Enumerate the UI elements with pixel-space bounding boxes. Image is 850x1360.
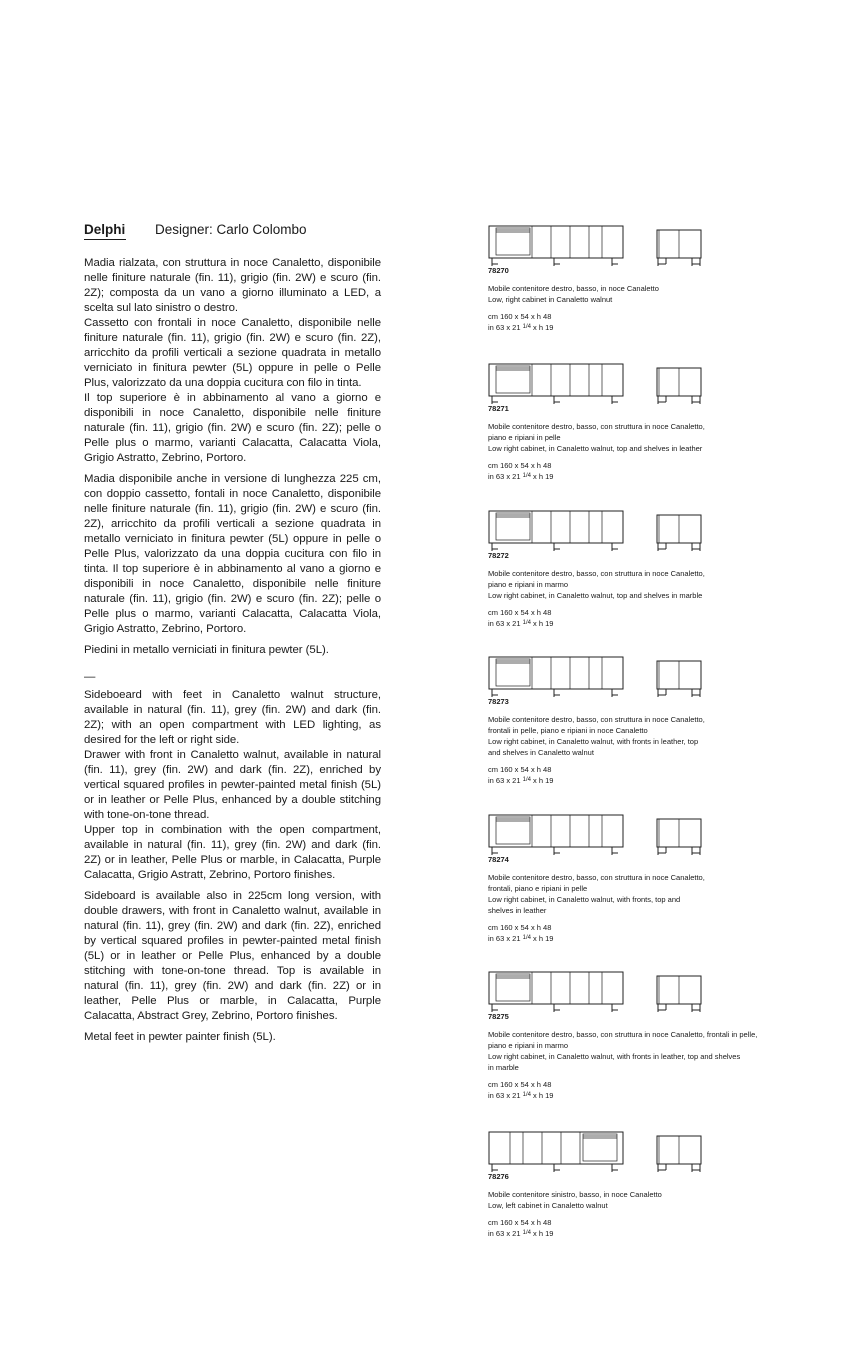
inch-fraction: 1/4 bbox=[522, 935, 531, 941]
description-column bbox=[84, 222, 381, 1045]
item-dimensions bbox=[488, 312, 798, 333]
description-line: Low right cabinet, in Canaletto walnut, top and shelves in marble bbox=[488, 591, 703, 600]
dimensions-inch: in 63 x 21 $^{1/4}$ x h 19 bbox=[488, 619, 554, 628]
dimensions-inch: in 63 x 21 $^{1/4}$ x h 19 bbox=[488, 1229, 554, 1238]
inch-fraction: 1/4 bbox=[522, 1230, 531, 1236]
description-line: Mobile contenitore destro, basso, con struttura in noce Canaletto, bbox=[488, 422, 705, 431]
item-code: 78276 bbox=[488, 1172, 509, 1181]
english-paragraph: Drawer with front in Canaletto walnut, available in natural (fin. 11), grey (fin. 2W) and dark (fin. 2Z), enriched by vertical squared profiles in pewter-painted metal finish (5L) or in leather or Pelle Plus, enhanced by a double stitching with tone-on-tone thread. bbox=[84, 749, 381, 821]
description-line: in marble bbox=[488, 1063, 519, 1072]
dimensions-inch: in 63 x 21 $^{1/4}$ x h 19 bbox=[488, 776, 554, 785]
description-line: Low, right cabinet in Canaletto walnut bbox=[488, 295, 613, 304]
english-paragraph: Sideboeard with feet in Canaletto walnut structure, available in natural (fin. 11), grey (fin. 2W) and dark (fin. 2Z); with an open compartment with LED lighting, as desired for the left or right side. bbox=[84, 689, 381, 746]
product-item bbox=[488, 970, 798, 1101]
description-line: Mobile contenitore destro, basso, con struttura in noce Canaletto, bbox=[488, 715, 705, 724]
item-dimensions bbox=[488, 923, 798, 944]
inch-fraction: 1/4 bbox=[522, 473, 531, 479]
description-line: Low, left cabinet in Canaletto walnut bbox=[488, 1201, 608, 1210]
description-line: Mobile contenitore destro, basso, con struttura in noce Canaletto, bbox=[488, 873, 705, 882]
italian-paragraph: Madia rialzata, con struttura in noce Canaletto, disponibile nelle finiture naturale (fin. 11), grigio (fin. 2W) e scuro (fin. 2Z); composta da un vano a giorno illuminato a LED, a scelta sul lato sinistro o destro. bbox=[84, 257, 381, 314]
item-code: 78274 bbox=[488, 855, 509, 864]
item-description bbox=[488, 714, 798, 758]
description-line: Low right cabinet, in Canaletto walnut, with fronts in leather, top and shelves bbox=[488, 1052, 741, 1061]
item-code: 78271 bbox=[488, 404, 509, 413]
description-line: piano e ripiani in marmo bbox=[488, 1041, 569, 1050]
inch-fraction: 1/4 bbox=[522, 777, 531, 783]
dimensions-cm: cm 160 x 54 x h 48 bbox=[488, 312, 552, 321]
item-dimensions bbox=[488, 461, 798, 482]
english-paragraph: Metal feet in pewter painter finish (5L). bbox=[84, 1031, 276, 1043]
italian-paragraph: Piedini in metallo verniciati in finitura pewter (5L). bbox=[84, 644, 329, 656]
inch-fraction: 1/4 bbox=[522, 324, 531, 330]
dimensions-inch: in 63 x 21 $^{1/4}$ x h 19 bbox=[488, 472, 554, 481]
item-description bbox=[488, 568, 798, 601]
description-line: Low right cabinet, in Canaletto walnut, with fronts in leather, top bbox=[488, 737, 699, 746]
item-description bbox=[488, 872, 798, 916]
item-dimensions bbox=[488, 1218, 798, 1239]
description-line: Mobile contenitore destro, basso, con struttura in noce Canaletto, bbox=[488, 569, 705, 578]
inch-fraction: 1/4 bbox=[522, 1092, 531, 1098]
item-dimensions bbox=[488, 765, 798, 786]
item-description bbox=[488, 1189, 798, 1211]
description-line: Low right cabinet, in Canaletto walnut, top and shelves in leather bbox=[488, 444, 703, 453]
description-line: Mobile contenitore destro, basso, con struttura in noce Canaletto, frontali in pelle, bbox=[488, 1030, 758, 1039]
description-line: piano e ripiani in pelle bbox=[488, 433, 561, 442]
product-name: Delphi bbox=[84, 222, 126, 240]
description-line: piano e ripiani in marmo bbox=[488, 580, 569, 589]
description-line: Low right cabinet, in Canaletto walnut, with fronts, top and bbox=[488, 895, 681, 904]
product-item bbox=[488, 1130, 798, 1239]
italian-paragraph: Madia disponibile anche in versione di lunghezza 225 cm, con doppio cassetto, fontali in noce Canaletto, disponibile nelle finiture naturale (fin. 11), grigio (fin. 2W) e scuro (fin. 2Z), arricchito da profili verticali a sezione quadrata in metallo verniciato in finitura pewter (5L) oppure in pelle o Pelle Plus, valorizzato da una doppia cucitura con filo in tinta. Il top superiore è in abbinamento al vano a giorno e disponibili in noce Canaletto, disponibile nelle finiture naturale (fin. 11), grigio (fin. 2W) e scuro (fin. 2Z); pelle o Pelle plus o marmo, varianti Calacatta, Calacatta Viola, Grigio Astratto, Zebrino, Portoro. bbox=[84, 473, 381, 635]
item-code: 78275 bbox=[488, 1012, 509, 1021]
product-item bbox=[488, 655, 798, 786]
title-row bbox=[84, 222, 381, 244]
italian-paragraph: Il top superiore è in abbinamento al vano a giorno e disponibili in noce Canaletto, disponibile nelle finiture naturale (fin. 11), grigio (fin. 2W) e scuro (fin. 2Z); pelle o Pelle plus o marmo, varianti Calacatta, Calacatta Viola, Grigio Astratto, Zebrino, Portoro. bbox=[84, 392, 381, 464]
english-paragraph: Upper top in combination with the open compartment, available in natural (fin. 11), grey (fin. 2W) and dark (fin. 2Z) or in leather, Pelle Plus or marble, in Calacatta, Purple Calacatta, Grigio Astratt, Zebrino, Portoro finishes. bbox=[84, 824, 381, 881]
product-item bbox=[488, 813, 798, 944]
item-code: 78272 bbox=[488, 551, 509, 560]
dimensions-inch: in 63 x 21 $^{1/4}$ x h 19 bbox=[488, 323, 554, 332]
description-line: frontali in pelle, piano e ripiani in noce Canaletto bbox=[488, 726, 648, 735]
language-separator: — bbox=[84, 671, 96, 683]
dimensions-cm: cm 160 x 54 x h 48 bbox=[488, 1218, 552, 1227]
description-line: and shelves in Canaletto walnut bbox=[488, 748, 594, 757]
item-description bbox=[488, 421, 798, 454]
cabinet-drawing bbox=[488, 509, 718, 551]
cabinet-drawing bbox=[488, 655, 718, 697]
dimensions-inch: in 63 x 21 $^{1/4}$ x h 19 bbox=[488, 934, 554, 943]
product-item bbox=[488, 362, 798, 482]
english-paragraph: Sideboard is available also in 225cm long version, with double drawers, with front in Canaletto walnut, available in natural (fin. 11), grey (fin. 2W) and dark (fin. 2Z), enriched by vertical squared profiles in pewter-painted metal finish (5L) or in leather or Pelle Plus, enhanced by a double stitching with tone-on-tone thread. Top is available in natural (fin. 11), grey (fin. 2W) and dark (fin. 2Z) or in leather, Pelle Plus or marble, in Calacatta, Purple Calacatta, Abstract Grey, Zebrino, Portoro finishes. bbox=[84, 890, 381, 1022]
description-line: Mobile contenitore sinistro, basso, in noce Canaletto bbox=[488, 1190, 662, 1199]
item-dimensions bbox=[488, 1080, 798, 1101]
description-line: shelves in leather bbox=[488, 906, 547, 915]
cabinet-drawing bbox=[488, 970, 718, 1012]
dimensions-cm: cm 160 x 54 x h 48 bbox=[488, 608, 552, 617]
description-line: Mobile contenitore destro, basso, in noce Canaletto bbox=[488, 284, 659, 293]
cabinet-drawing bbox=[488, 813, 718, 855]
dimensions-cm: cm 160 x 54 x h 48 bbox=[488, 923, 552, 932]
item-description bbox=[488, 283, 798, 305]
dimensions-cm: cm 160 x 54 x h 48 bbox=[488, 765, 552, 774]
dimensions-inch: in 63 x 21 $^{1/4}$ x h 19 bbox=[488, 1091, 554, 1100]
inch-fraction: 1/4 bbox=[522, 620, 531, 626]
cabinet-drawing bbox=[488, 224, 718, 266]
product-item bbox=[488, 509, 798, 629]
designer-name: Designer: Carlo Colombo bbox=[155, 222, 307, 237]
cabinet-drawing bbox=[488, 362, 718, 404]
product-item bbox=[488, 224, 798, 333]
item-code: 78273 bbox=[488, 697, 509, 706]
italian-paragraph: Cassetto con frontali in noce Canaletto, disponibile nelle finiture naturale (fin. 11), grigio (fin. 2W) e scuro (fin. 2Z), arricchito da profili verticali a sezione quadrata in metallo verniciato in finitura pewter (5L) oppure in pelle o Pelle Plus, valorizzato da una doppia cucitura con filo in tinta. bbox=[84, 317, 381, 389]
item-dimensions bbox=[488, 608, 798, 629]
cabinet-drawing bbox=[488, 1130, 718, 1172]
item-code: 78270 bbox=[488, 266, 509, 275]
description-line: frontali, piano e ripiani in pelle bbox=[488, 884, 588, 893]
dimensions-cm: cm 160 x 54 x h 48 bbox=[488, 461, 552, 470]
dimensions-cm: cm 160 x 54 x h 48 bbox=[488, 1080, 552, 1089]
item-description bbox=[488, 1029, 798, 1073]
